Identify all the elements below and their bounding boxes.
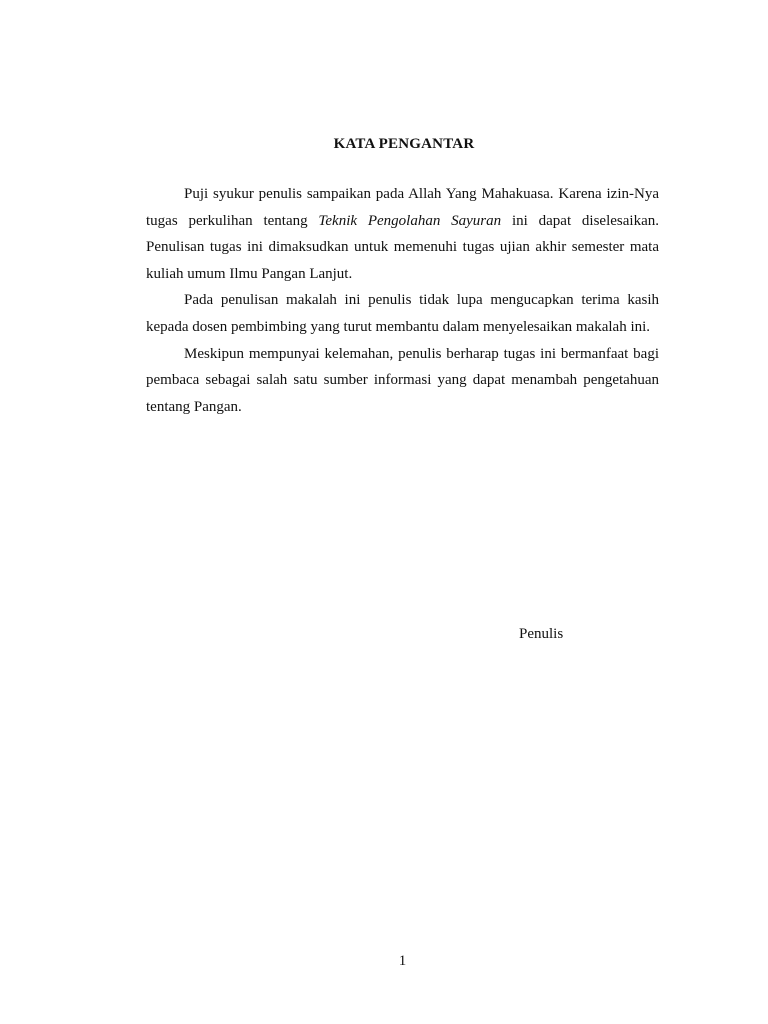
paragraph-1 bbox=[146, 181, 659, 287]
page-number: 1 bbox=[398, 953, 407, 969]
paragraph-3: Meskipun mempunyai kelemahan, penulis berharap tugas ini bermanfaat bagi pembaca sebagai salah satu sumber informasi yang dapat menambah pengetahuan tentang Pangan. bbox=[146, 345, 659, 415]
page-title: KATA PENGANTAR bbox=[333, 136, 475, 152]
paragraph-1-text-end: ini dapat diselesaikan. Penulisan tugas ini dimaksudkan untuk memenuhi tugas ujian akhir semester mata kuliah umum Ilmu Pangan Lanjut. bbox=[146, 212, 659, 282]
paragraph-1-italic-title: Teknik Pengolahan Sayuran bbox=[318, 212, 502, 229]
signature-label: Penulis bbox=[519, 626, 564, 642]
document-body bbox=[146, 181, 659, 420]
paragraph-1-text-start: Puji syukur penulis sampaikan pada Allah Yang Mahakuasa. Karena izin-Nya tugas perkulihan tentang bbox=[146, 186, 659, 229]
paragraph-2: Pada penulisan makalah ini penulis tidak lupa mengucapkan terima kasih kepada dosen pembimbing yang turut membantu dalam menyelesaikan makalah ini. bbox=[146, 292, 659, 335]
